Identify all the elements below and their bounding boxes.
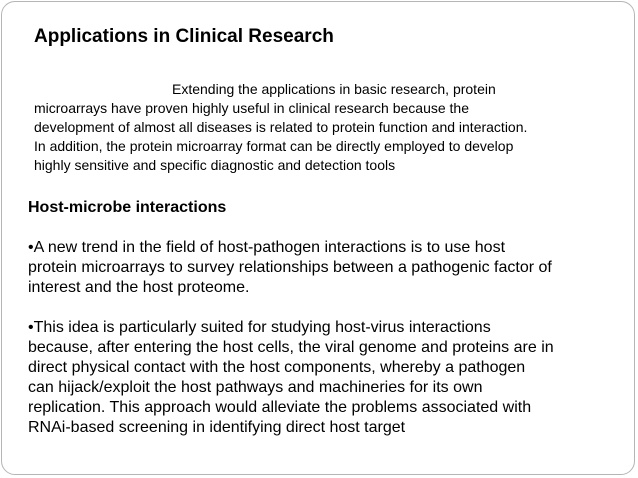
bullet-point [28, 238, 628, 298]
intro-line: Extending the applications in basic research, protein [172, 81, 496, 97]
bullet-line: •A new trend in the field of host-pathogen interactions is to use host [28, 239, 506, 256]
intro-line: development of almost all diseases is related to protein function and interaction. [34, 119, 528, 135]
bullet-point [28, 318, 628, 438]
intro-line: microarrays have proven highly useful in clinical research because the [34, 100, 469, 116]
bullet-line: protein microarrays to survey relationships between a pathogenic factor of [28, 259, 552, 276]
slide-title: Applications in Clinical Research [34, 26, 334, 47]
bullet-line: because, after entering the host cells, the viral genome and proteins are in [28, 339, 554, 356]
intro-paragraph [34, 80, 624, 175]
intro-line: In addition, the protein microarray format can be directly employed to develop [34, 138, 514, 154]
section-heading: Host-microbe interactions [28, 199, 227, 216]
bullet-line: direct physical contact with the host components, whereby a pathogen [28, 359, 526, 376]
bullet-line: replication. This approach would alleviate the problems associated with [28, 399, 532, 416]
bullet-line: RNAi-based screening in identifying direct host target [28, 419, 406, 436]
bullet-line: interest and the host proteome. [28, 279, 250, 296]
bullet-line: can hijack/exploit the host pathways and machineries for its own [28, 379, 483, 396]
bullet-line: •This idea is particularly suited for studying host-virus interactions [28, 319, 491, 336]
intro-line: highly sensitive and specific diagnostic and detection tools [34, 157, 396, 173]
host-microbe-section [28, 198, 628, 438]
